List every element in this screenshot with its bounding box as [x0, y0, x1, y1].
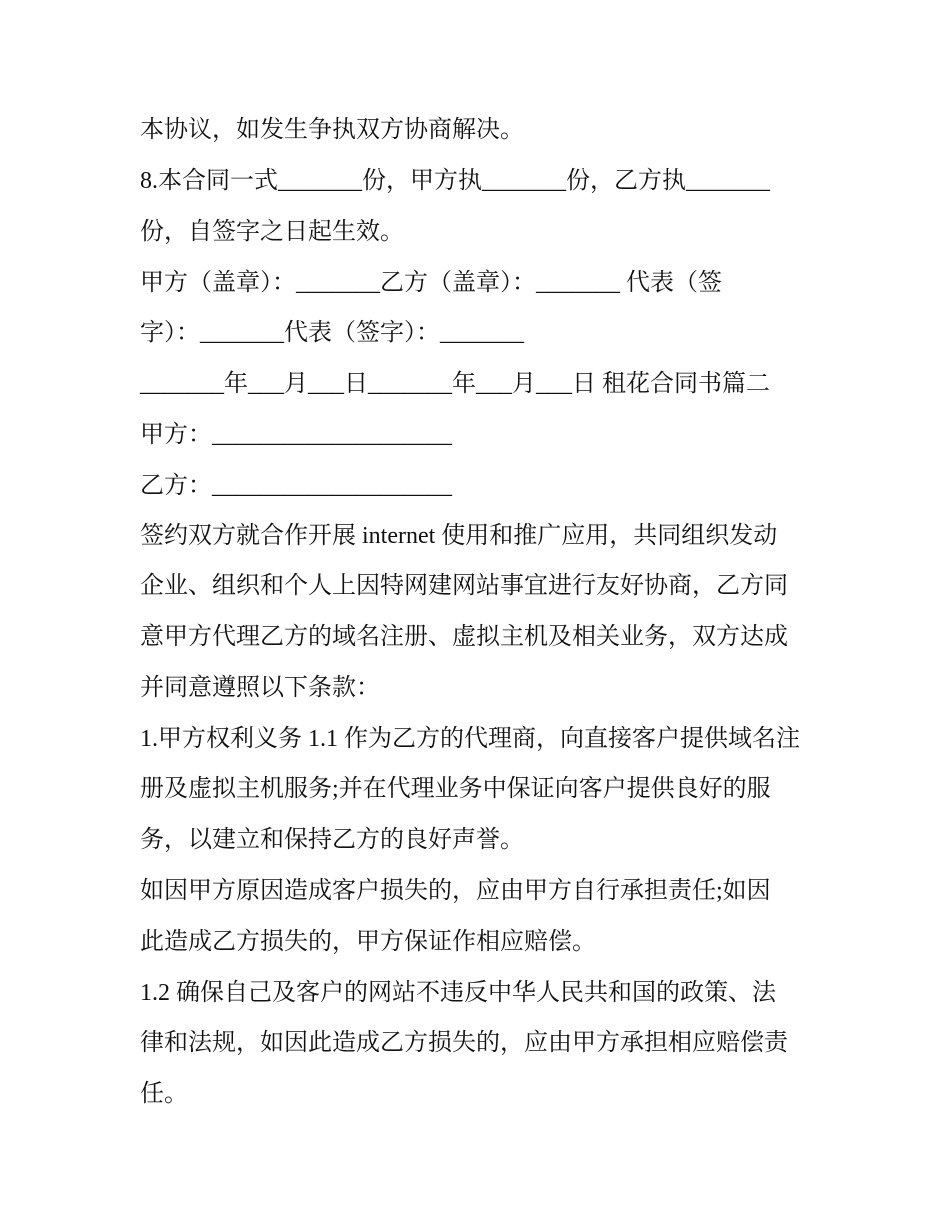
text-line: 8.本合同一式_______份，甲方执_______份，乙方执_______	[140, 168, 770, 194]
text-line: 并同意遵照以下条款：	[140, 675, 380, 701]
text-line: 如因甲方原因造成客户损失的，应由甲方自行承担责任;如因	[140, 878, 771, 904]
text-line: 册及虚拟主机服务;并在代理业务中保证向客户提供良好的服	[140, 776, 771, 802]
text-line: 意甲方代理乙方的域名注册、虚拟主机及相关业务，双方达成	[140, 624, 788, 650]
text-line: 乙方：____________________	[140, 473, 452, 499]
text-line: 甲方（盖章）：_______乙方（盖章）：_______ 代表（签	[140, 270, 722, 296]
text-line: 字）：_______代表（签字）：_______	[140, 320, 524, 346]
text-line: 甲方：____________________	[140, 422, 452, 448]
text-line: 份，自签字之日起生效。	[140, 219, 404, 245]
text-line: _______年___月___日_______年___月___日 租花合同书篇二	[140, 371, 770, 397]
text-line: 1.甲方权利义务 1.1 作为乙方的代理商，向直接客户提供域名注	[140, 726, 800, 752]
text-line: 本协议，如发生争执双方协商解决。	[140, 117, 524, 143]
text-line: 1.2 确保自己及客户的网站不违反中华人民共和国的政策、法	[140, 980, 776, 1006]
text-line: 任。	[140, 1081, 188, 1107]
text-line: 企业、组织和个人上因特网建网站事宜进行友好协商，乙方同	[140, 573, 788, 599]
text-line: 务，以建立和保持乙方的良好声誉。	[140, 827, 524, 853]
text-line: 律和法规，如因此造成乙方损失的，应由甲方承担相应赔偿责	[140, 1030, 788, 1056]
text-line: 签约双方就合作开展 internet 使用和推广应用，共同组织发动	[140, 523, 778, 549]
text-line: 此造成乙方损失的，甲方保证作相应赔偿。	[140, 929, 596, 955]
